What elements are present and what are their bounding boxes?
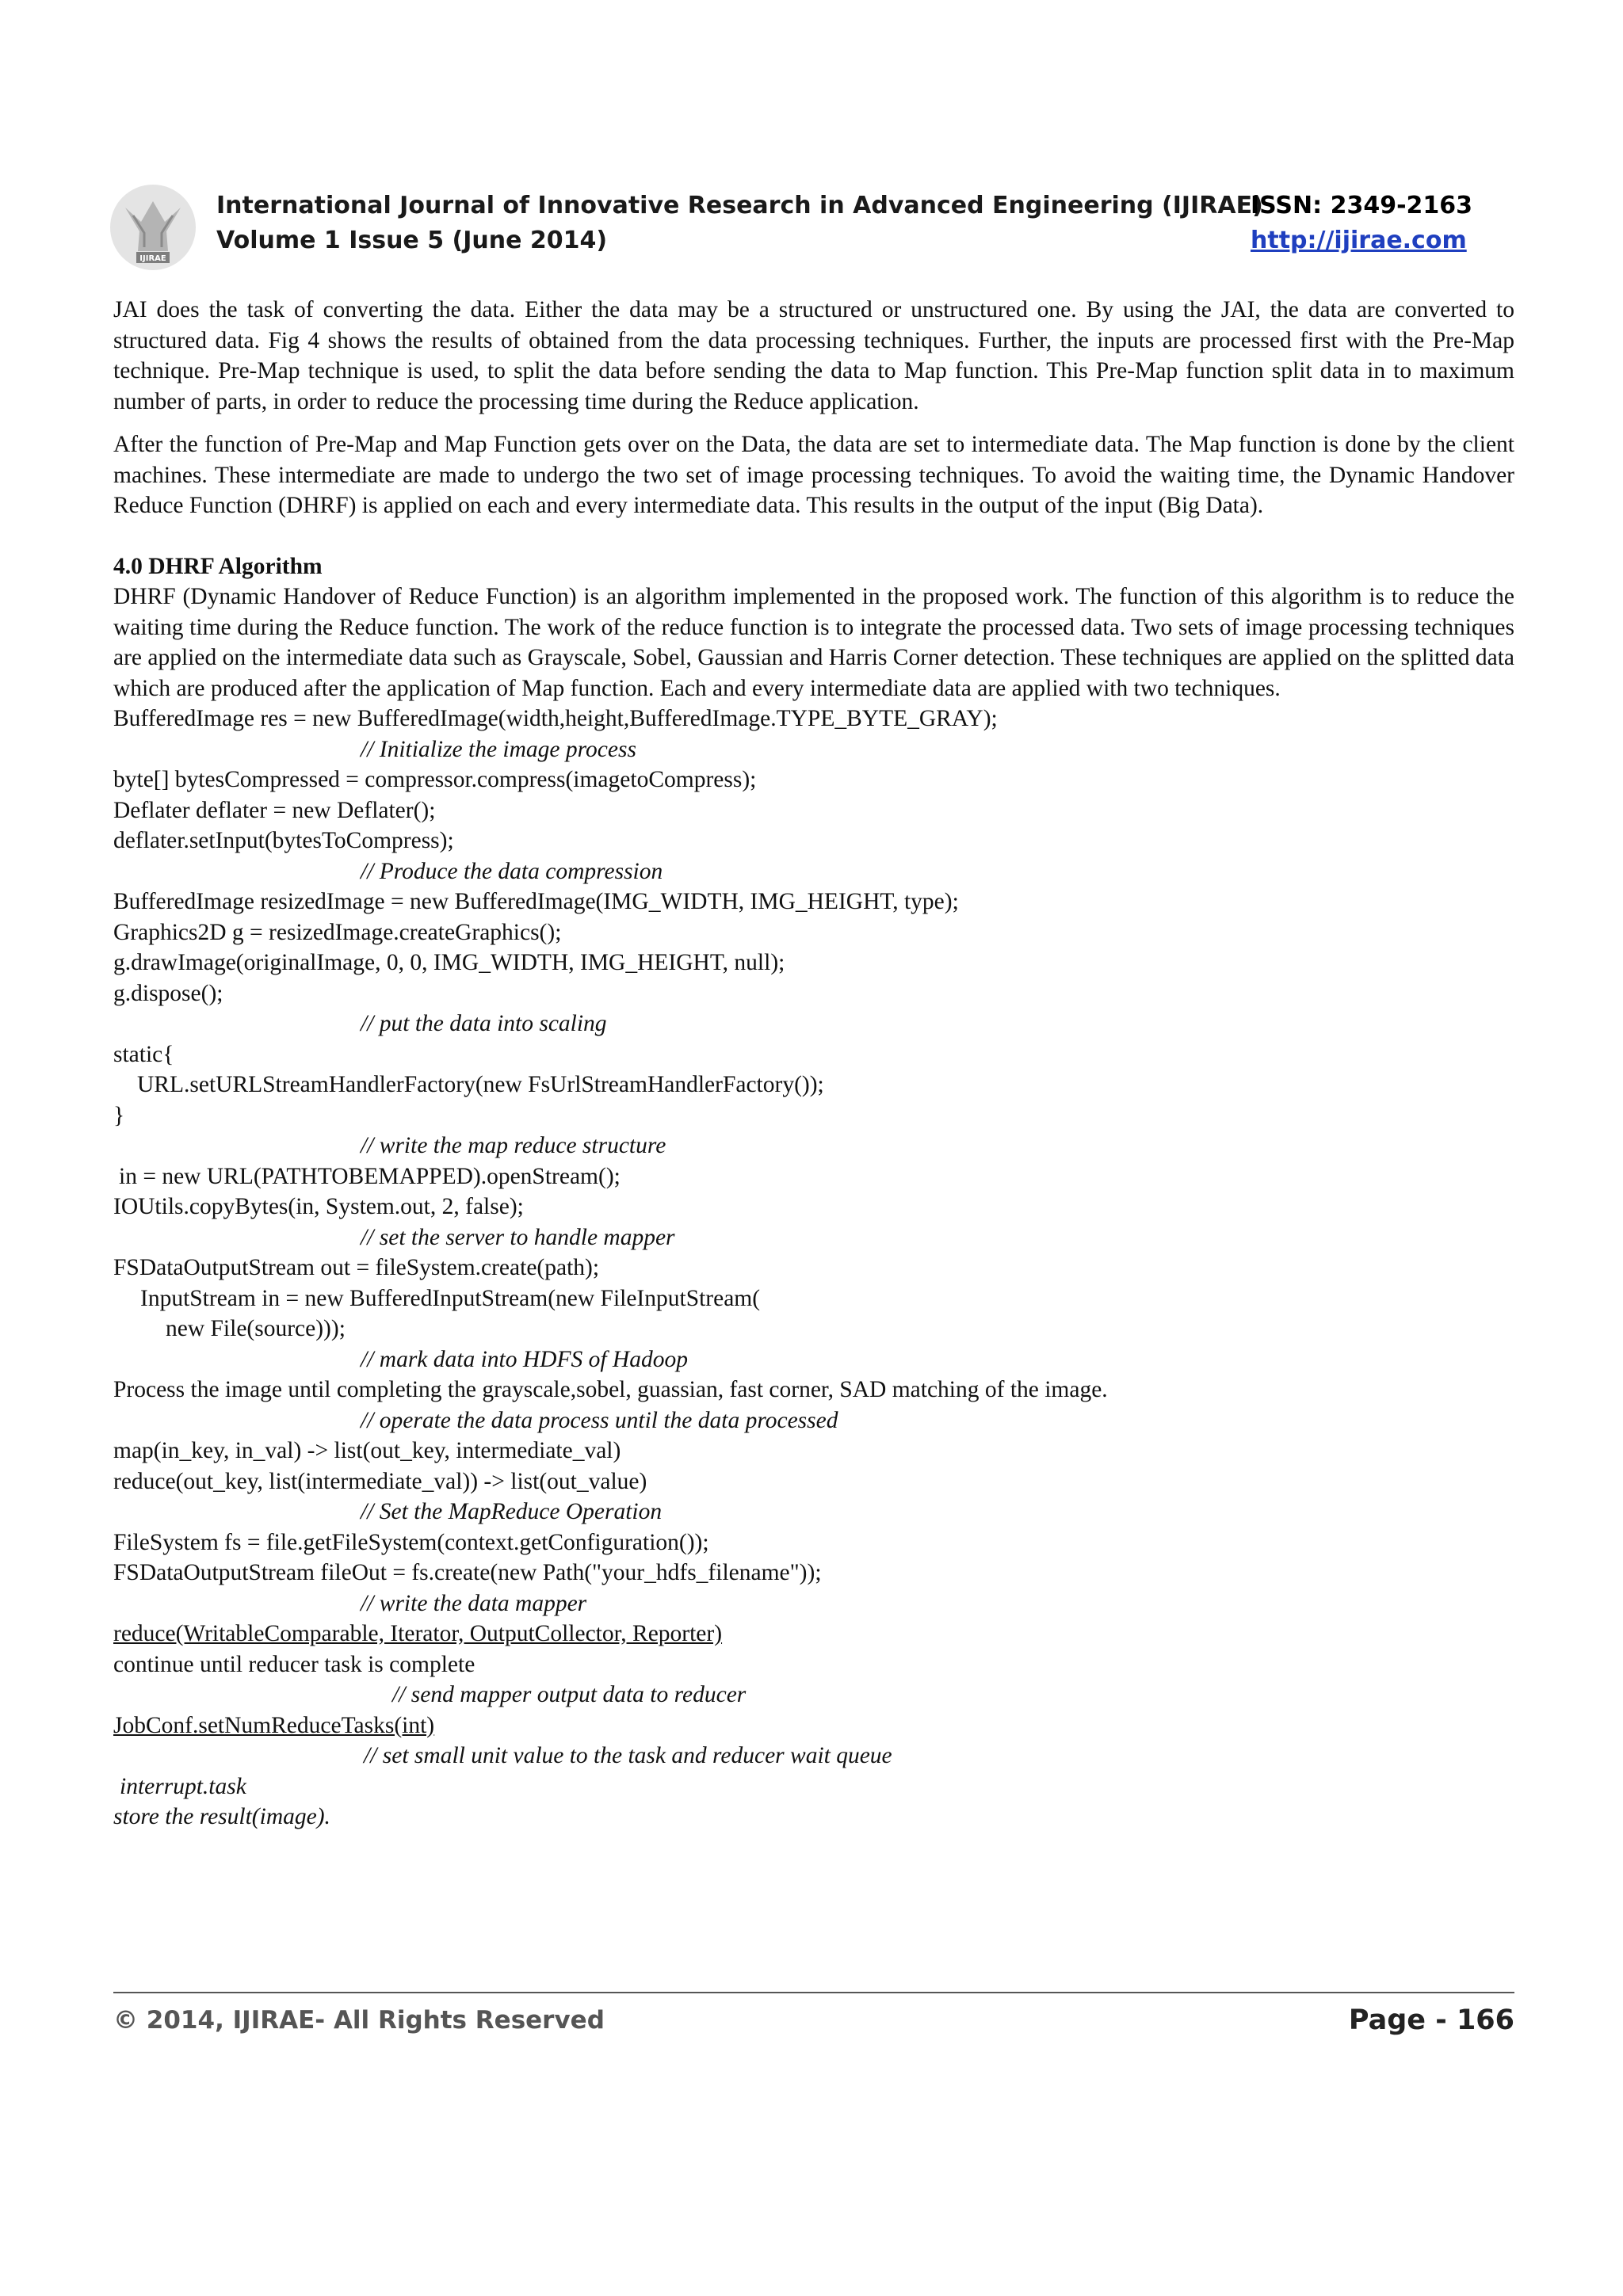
code-line: static{: [113, 1041, 174, 1067]
code-line: Deflater deflater = new Deflater();: [113, 797, 436, 823]
section-heading: 4.0 DHRF Algorithm: [113, 553, 323, 579]
code-line: deflater.setInput(bytesToCompress);: [113, 828, 454, 853]
journal-title: International Journal of Innovative Research in Advanced Engineering (IJIRAE): [216, 192, 1263, 219]
paragraph-1: JAI does the task of converting the data. Either the data may be a structured or unstructured one. By using the JAI, the data are converted to structured data. Fig 4 shows the results of obtained from the data processing techniques. Further, the inputs are processed first with the Pre-Map technique. Pre-Map technique is used, to split the data before sending the data to Map function. This Pre-Map function split data in to maximum number of parts, in order to reduce the processing time during the Reduce application.: [113, 297, 1514, 414]
code-line: BufferedImage resizedImage = new BufferedImage(IMG_WIDTH, IMG_HEIGHT, type);: [113, 889, 959, 914]
journal-header: [109, 184, 1520, 271]
journal-title-block: [216, 189, 1263, 258]
code-line: FSDataOutputStream out = fileSystem.create(path);: [113, 1255, 600, 1280]
code-line: new File(source)));: [166, 1316, 346, 1341]
footer-divider: [113, 1992, 1514, 1993]
code-comment: // set small unit value to the task and reducer wait queue: [364, 1743, 892, 1768]
code-comment: // Produce the data compression: [361, 858, 663, 884]
code-line: g.dispose();: [113, 980, 223, 1006]
journal-url-link[interactable]: http://ijirae.com: [1251, 227, 1467, 254]
code-comment: // Set the MapReduce Operation: [361, 1499, 663, 1524]
code-comment: // Initialize the image process: [361, 736, 636, 762]
journal-logo: [109, 184, 197, 271]
code-comment: interrupt.task: [120, 1773, 246, 1799]
code-line: BufferedImage res = new BufferedImage(width,height,BufferedImage.TYPE_BYTE_GRAY);: [113, 706, 998, 731]
code-comment: // mark data into HDFS of Hadoop: [361, 1346, 688, 1372]
journal-meta: [1251, 189, 1472, 258]
code-line: in = new URL(PATHTOBEMAPPED).openStream();: [119, 1163, 621, 1189]
footer-copyright: © 2014, IJIRAE- All Rights Reserved: [113, 2006, 605, 2035]
code-line: reduce(WritableComparable, Iterator, OutputCollector, Reporter): [113, 1621, 723, 1646]
code-line: IOUtils.copyBytes(in, System.out, 2, false);: [113, 1194, 524, 1219]
code-line: Graphics2D g = resizedImage.createGraphics();: [113, 919, 562, 945]
code-comment: // operate the data process until the data processed: [361, 1407, 838, 1433]
journal-issn: ISSN: 2349-2163: [1251, 192, 1473, 219]
algorithm-listing: [113, 704, 1514, 1833]
code-line: URL.setURLStreamHandlerFactory(new FsUrlStreamHandlerFactory());: [137, 1072, 824, 1097]
code-line: g.drawImage(originalImage, 0, 0, IMG_WIDTH, IMG_HEIGHT, null);: [113, 950, 785, 975]
journal-issue: Volume 1 Issue 5 (June 2014): [216, 227, 608, 254]
paragraph-2: After the function of Pre-Map and Map Function gets over on the Data, the data are set to intermediate data. The Map function is done by the client machines. These intermediate are made to undergo the two set of image processing techniques. To avoid the waiting time, the Dynamic Handover Reduce Function (DHRF) is applied on each and every intermediate data. This results in the output of the input (Big Data).: [113, 432, 1514, 518]
code-comment: // send mapper output data to reducer: [392, 1682, 747, 1707]
article-body: [113, 295, 1514, 1833]
code-comment: // set the server to handle mapper: [361, 1224, 675, 1250]
code-line: byte[] bytesCompressed = compressor.compress(imagetoCompress);: [113, 767, 757, 792]
code-comment: // write the map reduce structure: [361, 1133, 666, 1158]
code-comment: // write the data mapper: [361, 1590, 587, 1616]
paragraph-3: DHRF (Dynamic Handover of Reduce Function) is an algorithm implemented in the proposed work. The function of this algorithm is to reduce the waiting time during the Reduce function. The work of the reduce function is to integrate the processed data. Two sets of image processing techniques are applied on the intermediate data such as Grayscale, Sobel, Gaussian and Harris Corner detection. These techniques are applied on the splitted data which are produced after the application of Map function. Each and every intermediate data are applied with two techniques.: [113, 584, 1515, 701]
code-line: }: [113, 1102, 125, 1128]
code-line: reduce(out_key, list(intermediate_val)) -> list(out_value): [113, 1468, 647, 1494]
code-comment: // put the data into scaling: [361, 1011, 607, 1036]
code-line: map(in_key, in_val) -> list(out_key, intermediate_val): [113, 1438, 621, 1463]
code-comment: store the result(image).: [113, 1804, 330, 1829]
code-line: JobConf.setNumReduceTasks(int): [113, 1712, 435, 1738]
code-line: Process the image until completing the grayscale,sobel, guassian, fast corner, SAD matching of the image.: [113, 1377, 1108, 1402]
code-line: InputStream in = new BufferedInputStream(new FileInputStream(: [140, 1285, 761, 1311]
page-number: Page - 166: [1348, 2004, 1514, 2036]
code-line: FileSystem fs = file.getFileSystem(context.getConfiguration());: [113, 1529, 709, 1555]
svg-text:IJIRAE: IJIRAE: [139, 254, 166, 263]
code-line: continue until reducer task is complete: [113, 1651, 475, 1677]
code-line: FSDataOutputStream fileOut = fs.create(new Path("your_hdfs_filename"));: [113, 1560, 822, 1585]
